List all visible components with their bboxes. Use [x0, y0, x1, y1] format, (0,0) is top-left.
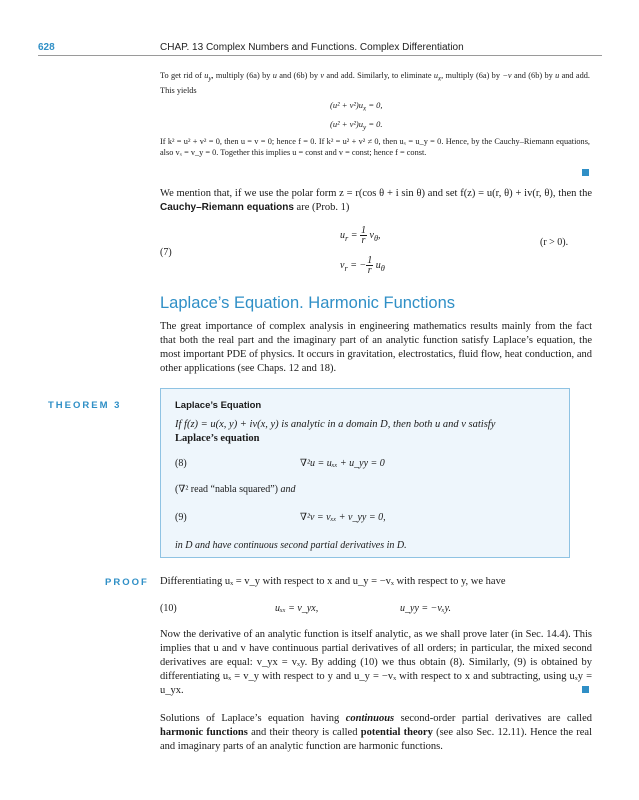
- theorem-label: THEOREM 3: [48, 400, 122, 411]
- harmonic-paragraph: Solutions of Laplace’s equation having continuous second-order partial derivatives are called harmonic functions and their theory is called potential theory (see also Sec. 12.11). Hence the real and imaginary parts of an analytic function are harmonic functions.: [160, 713, 593, 752]
- equation-9: ∇²v = vₓₓ + v_yy = 0,: [300, 512, 386, 523]
- intro-paragraph-2: If k² = u² + v² = 0, then u = v = 0; hence f = 0. If k² = u² + v² ≠ 0, then uₓ = u_y = 0. Hence, by the Cauchy–Riemann equations, also vₓ = v_y = 0. Together this implies u = const and v = const; hence f = const.: [160, 137, 590, 157]
- theorem-closing: in D and have continuous second partial derivatives in D.: [175, 540, 407, 551]
- nabla-note: (∇² read “nabla squared”) and: [175, 484, 296, 495]
- running-head: CHAP. 13 Complex Numbers and Functions. Complex Differentiation: [160, 42, 464, 53]
- equation-uux: $(u^2 + v^2)u_x = 0$,: [330, 100, 383, 113]
- proof-line-1: Differentiating uₓ = v_y with respect to x and u_y = −vₓ with respect to y, we have: [160, 576, 506, 587]
- theorem-statement: If f(z) = u(x, y) + iv(x, y) is analytic in a domain D, then both u and v satisfy Laplace’s equation: [175, 419, 496, 444]
- page-number: 628: [38, 42, 55, 53]
- polar-condition: (r > 0).: [540, 237, 569, 248]
- polar-cr-equation-1: $u_r$ = $\frac{1}{r}$ $v_\theta$,: [340, 225, 381, 246]
- qed-marker: [582, 169, 589, 176]
- equation-8-number: (8): [175, 458, 187, 469]
- section-paragraph: The great importance of complex analysis in engineering mathematics results mainly from the fact that both the real part and the imaginary part of an analytic function satisfy Laplace’s equation, the most important PDE of physics. It occurs in gravitation, electrostatics, fluid flow, heat conduction, and other applications (see Chaps. 12 and 18).: [160, 321, 592, 374]
- equation-7-number: (7): [160, 247, 172, 258]
- proof-label: PROOF: [105, 577, 149, 588]
- theorem-box: [160, 388, 570, 558]
- qed-marker-proof: [582, 686, 589, 693]
- equation-10-right: u_yy = −vₓy.: [400, 603, 452, 614]
- equation-9-number: (9): [175, 512, 187, 523]
- equation-uuy: $(u^2 + v^2)u_y = 0$.: [330, 119, 383, 132]
- polar-cr-equation-2: $v_r$ = − $\frac{1}{r}$ $u_\theta$: [340, 255, 385, 276]
- proof-paragraph: Now the derivative of an analytic function is itself analytic, as we shall prove later (in Sec. 14.4). This implies that u and v have continuous partial derivatives of all orders; in particular, the mixed second derivatives are equal: v_yx = vₓy. By adding (10) we thus obtain (8). Similarly, (9) is obtained by differentiating uₓ = v_y with respect to y and u_y = −vₓ with respect to x and subtracting, using uₓy = u_yx.: [160, 629, 592, 696]
- intro-paragraph-1: To get rid of $u_y$, multiply (6a) by u and (6b) by v and add. Similarly, to eliminate $u_x$, multiply (6a) by −v and (6b) by u and add. This yields: [160, 71, 590, 95]
- polar-paragraph: We mention that, if we use the polar form z = r(cos θ + i sin θ) and set f(z) = u(r, θ) + iv(r, θ), then the Cauchy–Riemann equations are (Prob. 1): [160, 188, 592, 213]
- equation-10-number: (10): [160, 603, 177, 614]
- equation-8: ∇²u = uₓₓ + u_yy = 0: [300, 458, 385, 469]
- section-heading: Laplace’s Equation. Harmonic Functions: [160, 294, 456, 312]
- theorem-title: Laplace’s Equation: [175, 400, 262, 411]
- equation-10-left: uₓₓ = v_yx,: [275, 603, 319, 614]
- header-rule: [38, 55, 602, 56]
